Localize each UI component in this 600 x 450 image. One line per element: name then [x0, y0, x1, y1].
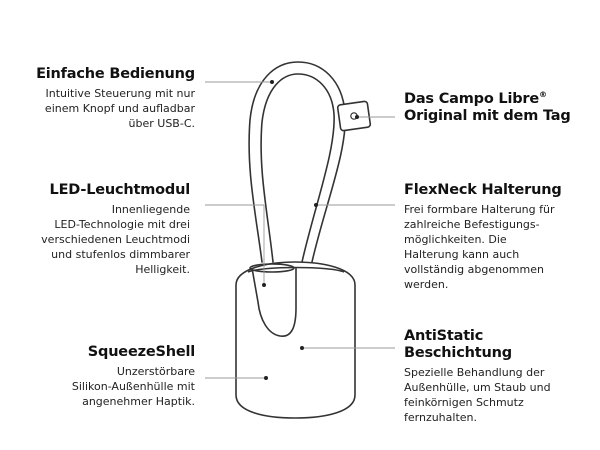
label-campo-libre-original — [404, 86, 594, 125]
label-text: Intuitive Steuerung mit nur einem Knopf und aufladbar über USB-C. — [44, 87, 195, 130]
label-title: Einfache Bedienung — [36, 66, 195, 82]
label-title: Das Campo Libre® Original mit dem Tag — [404, 90, 571, 124]
label-title: SqueezeShell — [87, 344, 195, 360]
label-title: LED-Leuchtmodul — [49, 182, 190, 198]
label-title: FlexNeck Halterung — [404, 182, 562, 198]
label-antistatic-beschichtung — [404, 328, 594, 425]
label-title: AntiStatic Beschichtung — [404, 328, 512, 361]
label-text: Frei formbare Halterung für zahlreiche Befestigungs- möglichkeiten. Die Halterung kann auch vollständig abgenommen werden. — [404, 203, 555, 291]
label-led-leuchtmodul — [0, 182, 190, 277]
lamp-body — [236, 262, 355, 418]
label-flexneck-halterung — [404, 182, 594, 292]
label-text: Unzerstörbare Silikon-Außenhülle mit angenehmer Haptik. — [71, 365, 195, 408]
label-einfache-bedienung — [0, 66, 195, 131]
registered-mark: ® — [539, 90, 547, 99]
label-text: Spezielle Behandlung der Außenhülle, um Staub und feinkörnigen Schmutz fernzuhalten. — [404, 366, 551, 424]
campo-libre-tag — [337, 101, 370, 131]
label-squeezeshell — [5, 344, 195, 409]
flexneck-strap — [249, 62, 345, 262]
label-text: Innenliegende LED-Technologie mit drei verschiedenen Leuchtmodi und stufenlos dimmbarer Helligkeit. — [41, 203, 190, 276]
